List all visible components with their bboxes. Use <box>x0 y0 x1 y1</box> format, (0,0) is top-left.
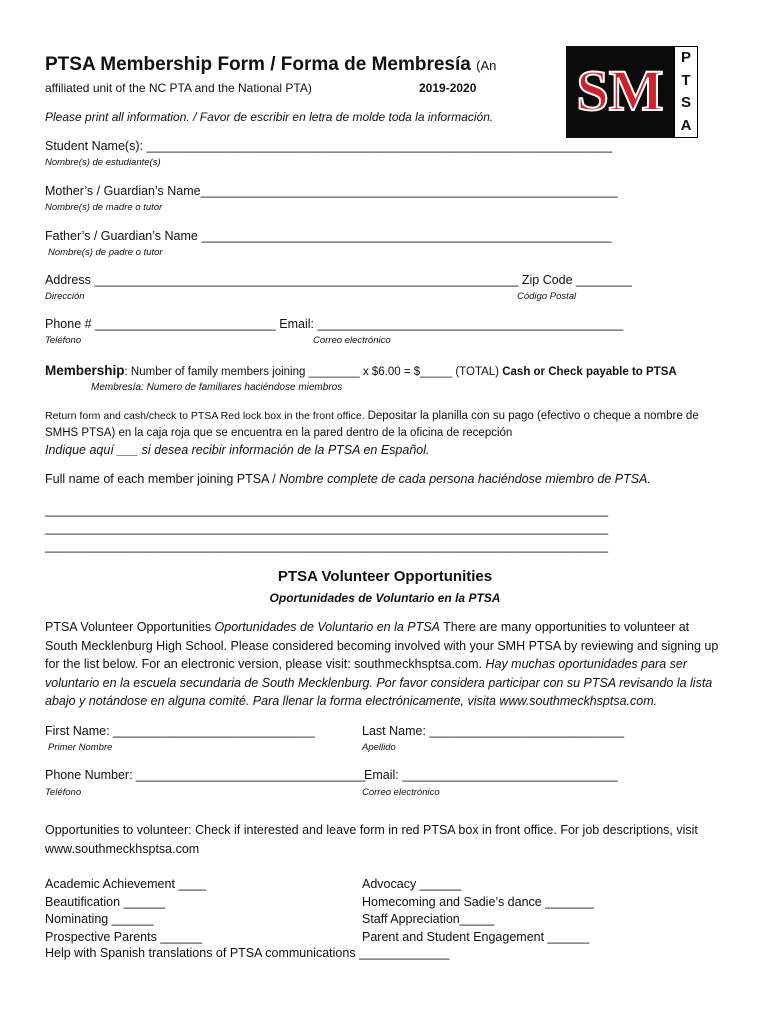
title-note: (An <box>476 58 497 73</box>
ptsa-letter-s: S <box>680 94 691 111</box>
father-guardian-es-label: Nombre(s) de padre o tutor <box>48 247 163 258</box>
return-es: Depositar la planilla con su pago (efectivo o cheque a nombre de SMHS PTSA) en la caja roja que se encuentra en la pared dentro de la oficina de recepción <box>45 410 699 439</box>
membership-label: Membership <box>45 363 125 378</box>
opportunity-homecoming[interactable]: Homecoming and Sadie’s dance _______ <box>362 894 594 909</box>
full-name-en: Full name of each member joining PTSA / <box>45 472 280 486</box>
volunteer-intro-en2: There are many opportunities to volunteer at South Mecklenburg High School. Please considered becoming involved with your SMH PTSA by reviewing and signing up for the list below. For an electronic version, please visit: southmeckhsptsa.com. <box>45 620 719 671</box>
opportunity-prospective-parents[interactable]: Prospective Parents ______ <box>45 929 203 944</box>
opportunities-left-column <box>45 876 206 946</box>
smptsa-logo <box>566 46 698 138</box>
email-es-label: Correo electrónico <box>313 335 391 346</box>
mother-guardian-field[interactable]: Mother’s / Guardian’s Name____________________________________________________________ <box>45 184 618 198</box>
address-field[interactable]: Address _____________________________________________________________ Zip Code ________ <box>45 273 632 287</box>
volunteer-intro <box>45 618 725 711</box>
zip-es-label: Código Postal <box>517 291 577 302</box>
volunteer-intro-en1: PTSA Volunteer Opportunities <box>45 620 215 634</box>
opportunity-nominating[interactable]: Nominating ______ <box>45 912 154 926</box>
membership-line[interactable] <box>45 363 677 378</box>
member-name-line-3[interactable]: _________________________________________________________________________________ <box>45 539 609 553</box>
ptsa-letter-t: T <box>681 71 691 89</box>
opportunities-right-column <box>362 876 594 946</box>
title-text: PTSA Membership Form / Forma de Membresía <box>45 54 471 75</box>
opportunity-spanish-translations[interactable]: Help with Spanish translations of PTSA communications _____________ <box>45 946 450 960</box>
volunteer-heading-es: Oportunidades de Voluntario en la PTSA <box>269 591 501 605</box>
membership-payable: Cash or Check payable to PTSA <box>502 366 677 378</box>
spanish-info-checkbox[interactable]: Indique aquí ___ si desea recibir información de la PTSA en Español. <box>45 443 430 457</box>
opportunities-note: Opportunities to volunteer: Check if interested and leave form in red PTSA box in front office. For job descriptions, visit www.southmeckhsptsa.com <box>45 823 698 856</box>
sm-logo-icon <box>566 46 674 138</box>
student-names-es-label: Nombre(s) de estudiante(s) <box>45 157 161 168</box>
last-name-es-label: Apellido <box>362 742 396 753</box>
phone-number-es-label: Teléfono <box>45 787 82 798</box>
ptsa-vertical-label <box>674 46 698 138</box>
address-es-label: Dirección <box>45 291 85 302</box>
first-name-es-label: Primer Nombre <box>48 742 113 753</box>
volunteer-intro-es2: Hay muchas oportunidades para ser voluntario en la escuela secundaria de South Mecklenburg. Por favor considera participar con su PTSA revisando la lista abajo y notándose en alguna comité. Para llenar la forma electrónicamente, visita www.southmeckhsptsa.com. <box>45 657 713 708</box>
return-en: Return form and cash/check to PTSA Red lock box in the front office. <box>45 410 368 422</box>
volunteer-intro-es1: Oportunidades de Voluntario en la PTSA <box>214 620 440 634</box>
opportunity-advocacy[interactable]: Advocacy ______ <box>362 877 462 891</box>
ptsa-letter-p: P <box>680 49 691 66</box>
opportunity-beautification[interactable]: Beautification ______ <box>45 894 166 909</box>
full-name-es: Nombre complete de cada persona haciéndose miembro de PTSA. <box>279 472 651 486</box>
last-name-field[interactable]: Last Name: ____________________________ <box>362 724 625 738</box>
print-instructions: Please print all information. / Favor de escribir en letra de molde toda la información. <box>45 110 494 124</box>
opportunity-academic-achievement[interactable]: Academic Achievement ____ <box>45 877 207 891</box>
mother-guardian-es-label: Nombre(s) de madre o tutor <box>45 202 163 213</box>
phone-number-field[interactable]: Phone Number: _________________________________ <box>45 768 366 782</box>
ptsa-letter-a: A <box>680 116 692 134</box>
sm-logo-mark <box>566 46 674 138</box>
form-title <box>45 54 496 76</box>
first-name-field[interactable]: First Name: _____________________________ <box>45 724 315 738</box>
phone-email-field[interactable]: Phone # __________________________ Email: ____________________________________________ <box>45 317 624 331</box>
father-guardian-field[interactable]: Father’s / Guardian’s Name ___________________________________________________________ <box>45 229 612 243</box>
school-year: 2019-2020 <box>419 81 477 95</box>
volunteer-heading: PTSA Volunteer Opportunities <box>277 568 493 585</box>
membership-es-label: Membresía: Numero de familiares haciéndose miembros <box>91 382 343 393</box>
affiliation-text: affiliated unit of the NC PTA and the National PTA) <box>45 81 312 95</box>
membership-calc: : Number of family members joining ________ x $6.00 = $_____ (TOTAL) <box>124 366 503 378</box>
sm-logo-letters: SM <box>576 58 664 123</box>
member-name-line-1[interactable]: _________________________________________________________________________________ <box>45 503 609 517</box>
phone-es-label: Teléfono <box>45 335 82 346</box>
full-name-prompt <box>45 472 651 486</box>
opportunity-parent-student-engagement[interactable]: Parent and Student Engagement ______ <box>362 929 590 944</box>
volunteer-email-field[interactable]: Email: _______________________________ <box>364 768 618 782</box>
student-names-field[interactable]: Student Name(s): ___________________________________________________________________ <box>45 139 613 153</box>
volunteer-email-es-label: Correo electrónico <box>362 787 440 798</box>
member-name-line-2[interactable]: _________________________________________________________________________________ <box>45 521 609 535</box>
return-instructions <box>45 408 725 442</box>
opportunity-staff-appreciation[interactable]: Staff Appreciation_____ <box>362 912 495 926</box>
